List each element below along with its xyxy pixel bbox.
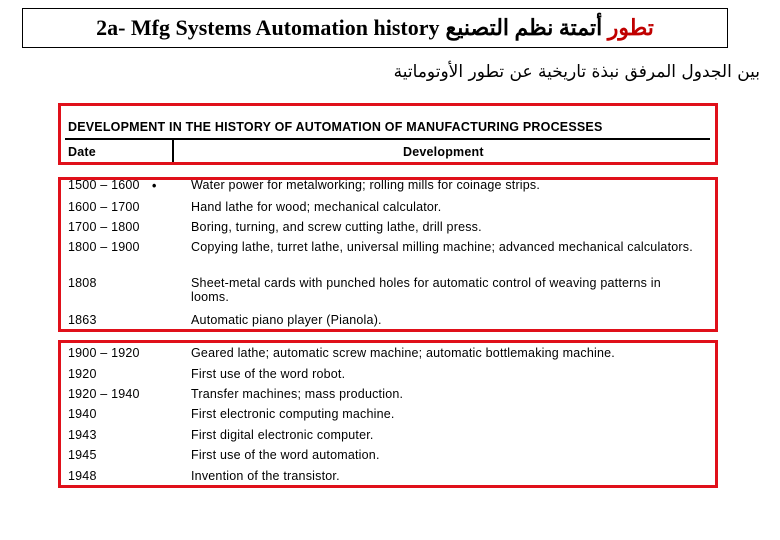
title-arabic — [446, 15, 654, 41]
slide-subtitle: بين الجدول المرفق نبذة تاريخية عن تطور الأوتوماتية — [393, 62, 760, 82]
history-table: DEVELOPMENT IN THE HISTORY OF AUTOMATION OF MANUFACTURING PROCESSES Date Development • 1500 – 1600 Water power for metalworking; rolling mills for coinage strips. 1600 – 1700 Hand lathe for wood; mechanical calculator. 1700 – 1800 Boring, turning, and screw cutting lathe, drill press. 1800 – 1900 Copying lathe, turret lathe, universal milling machine; advanced mechanical calculators. 1808 Sheet-metal cards with punched holes for automatic control of weaving patterns in looms. 1863 Automatic piano player (Pianola). 1900 – 1920 Geared lathe; automatic screw machine; automatic bottlemaking machine. 1920 First use of the word robot. 1920 – 1940 Transfer machines; mass production. 1940 First electronic computing machine. 1943 First digital electronic computer. 1945 First use of the word automation. 1948 Invention of the transistor. — [60, 110, 715, 490]
col-development-header: Development — [403, 145, 484, 159]
slide-title — [22, 8, 728, 48]
col-date-header: Date — [68, 145, 96, 159]
title-arabic-red: تطور — [607, 15, 654, 40]
bullet-mark: • — [152, 179, 157, 193]
highlight-frame-header — [58, 103, 718, 165]
highlight-frame-group2 — [58, 340, 718, 488]
highlight-frame-group1 — [58, 177, 718, 332]
table-heading: DEVELOPMENT IN THE HISTORY OF AUTOMATION OF MANUFACTURING PROCESSES — [68, 120, 603, 134]
title-arabic-black: أتمتة نظم التصنيع — [445, 15, 603, 40]
title-english: 2a- Mfg Systems Automation history — [96, 15, 440, 40]
